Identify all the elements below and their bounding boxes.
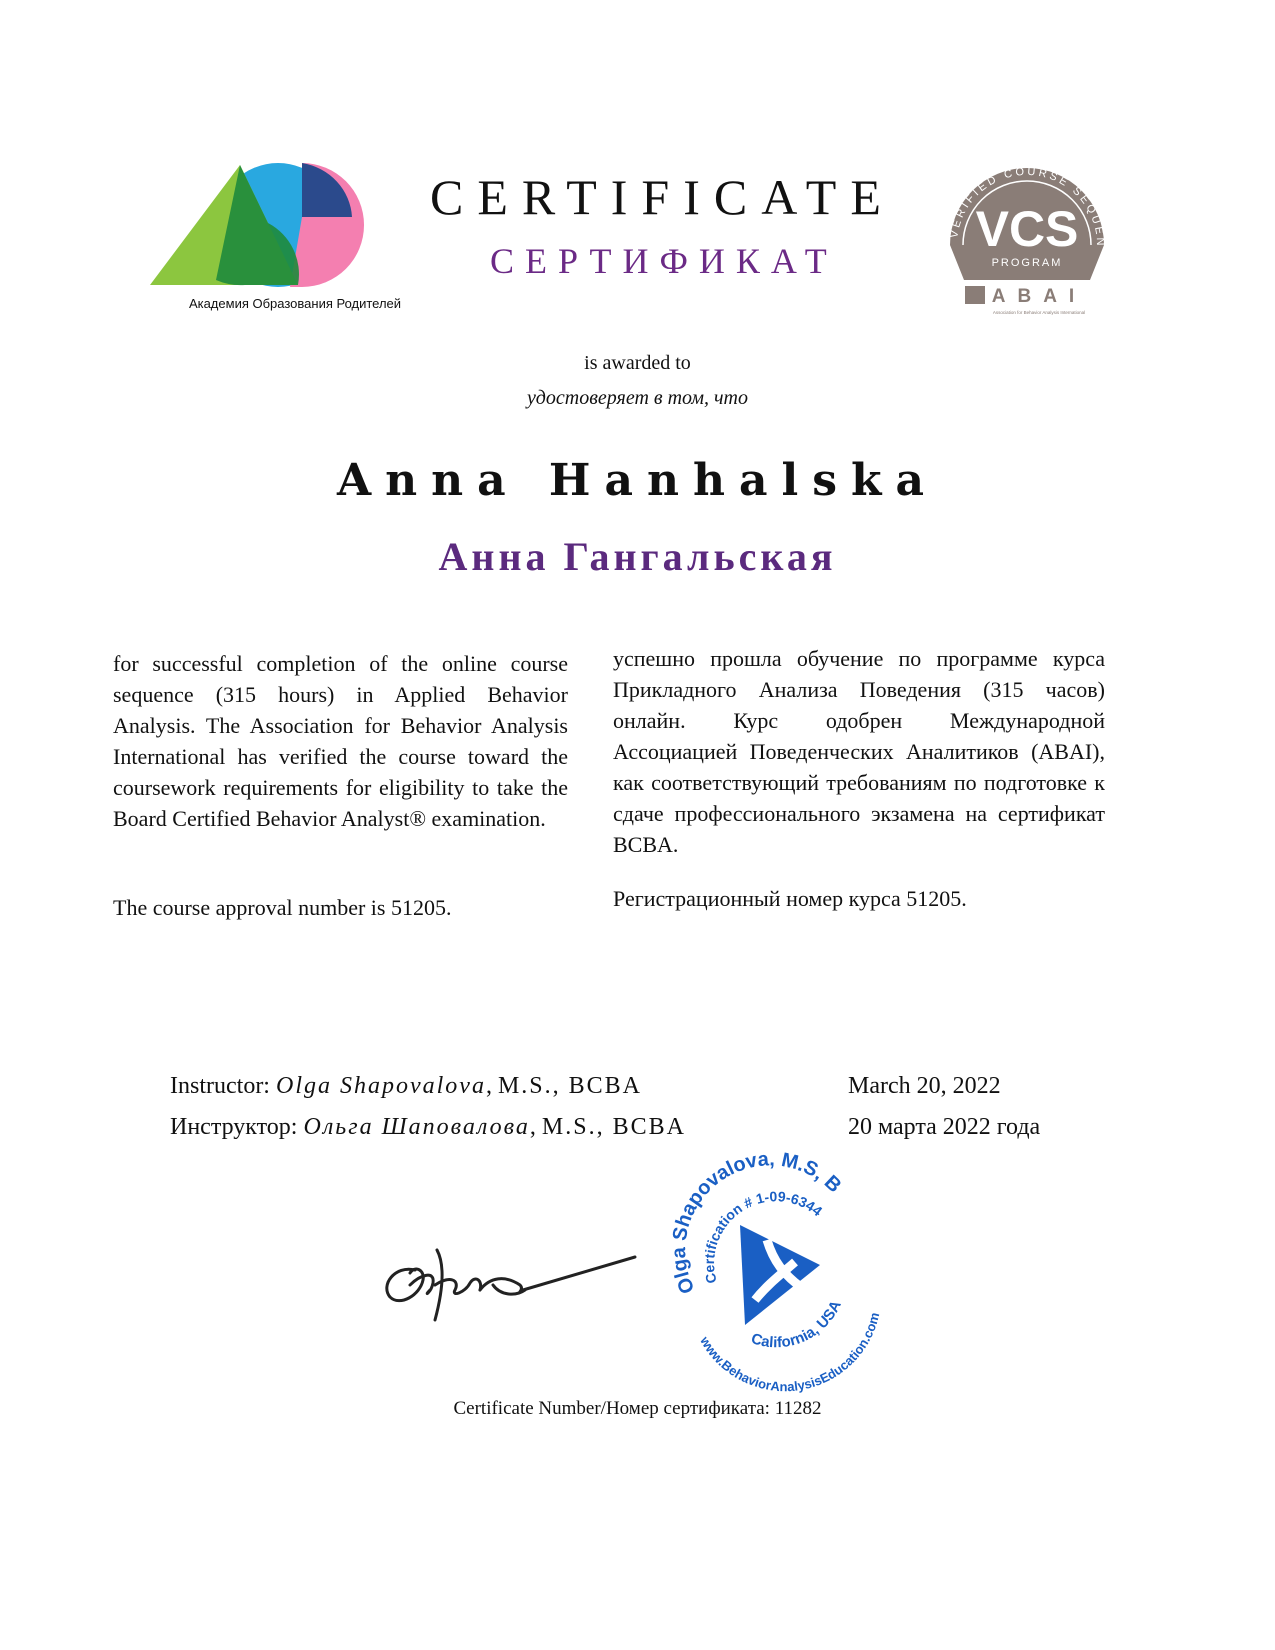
academy-caption: Академия Образования Родителей xyxy=(188,296,402,311)
recipient-name-ru: Анна Гангальская xyxy=(438,534,837,579)
svg-text:www.BehaviorAnalysisEducation. xyxy=(697,1311,883,1394)
description-ru: успешно прошла обучение по программе курса Прикладного Анализа Поведения (315 часов) онлайн. Курс одобрен Международной Ассоциацией Поведенческих Аналитиков (ABAI), как соответствующий требованиям по подготовке к сдаче профессионального экзамена на сертификат BCBA. xyxy=(613,646,1105,857)
stamp-cert-text: Certification # 1-09-6344 xyxy=(701,1188,826,1286)
instructor-line-en: Instructor: Olga Shapovalova, M.S., BCBA xyxy=(170,1073,643,1099)
certificate-title-ru: СЕРТИФИКАТ xyxy=(490,241,838,281)
certificate-title-en: CERTIFICATE xyxy=(430,169,895,225)
vcs-sub-text: PROGRAM xyxy=(991,257,1063,269)
awarded-text-ru: удостоверяет в том, что xyxy=(526,387,748,409)
instructor-name: Ольга Шаповалова xyxy=(303,1114,530,1140)
abai-text: ABAI xyxy=(991,286,1087,307)
abai-subtext: Association for Behavior Analysis International xyxy=(992,310,1086,315)
vcs-main-text: VCS xyxy=(975,201,1079,257)
instructor-credentials: M.S., BCBA xyxy=(497,1073,643,1099)
description-en: for successful completion of the online course sequence (315 hours) in Applied Behavior Analysis. The Association for Behavior Analysis International has verified the course toward the coursework requirements for eligibility to take the Board Certified Behavior Analyst® examination. xyxy=(113,651,568,831)
approval-number-ru: Регистрационный номер курса 51205. xyxy=(613,886,967,911)
date-ru: 20 марта 2022 года xyxy=(848,1114,1041,1140)
instructor-stamp xyxy=(655,1150,900,1395)
vcs-arc-text: VERIFIED COURSE SEQUEN xyxy=(948,165,1107,249)
date-en: March 20, 2022 xyxy=(848,1073,1001,1099)
instructor-label: Инструктор: xyxy=(170,1114,298,1140)
awarded-text-en: is awarded to xyxy=(584,352,691,374)
academy-logo xyxy=(150,155,440,305)
signature xyxy=(375,1235,645,1330)
instructor-label: Instructor: xyxy=(170,1073,270,1099)
instructor-line-ru: Инструктор: Ольга Шаповалова, M.S., BCBA xyxy=(170,1114,686,1140)
vcs-abai-logo xyxy=(935,150,1120,320)
stamp-name-text: Olga Shapovalova, M.S, B xyxy=(668,1150,846,1297)
instructor-credentials: M.S., BCBA xyxy=(541,1114,686,1140)
stamp-ba-icon xyxy=(740,1225,820,1325)
instructor-name: Olga Shapovalova xyxy=(275,1073,486,1099)
stamp-website-text: www.BehaviorAnalysisEducation.com xyxy=(697,1310,883,1395)
stamp-location-text: California, USA xyxy=(749,1297,845,1352)
recipient-name-en: Anna Hanhalska xyxy=(336,455,938,506)
approval-number-en: The course approval number is 51205. xyxy=(113,895,452,920)
certificate-number: Certificate Number/Номер сертификата: 11282 xyxy=(453,1398,822,1419)
